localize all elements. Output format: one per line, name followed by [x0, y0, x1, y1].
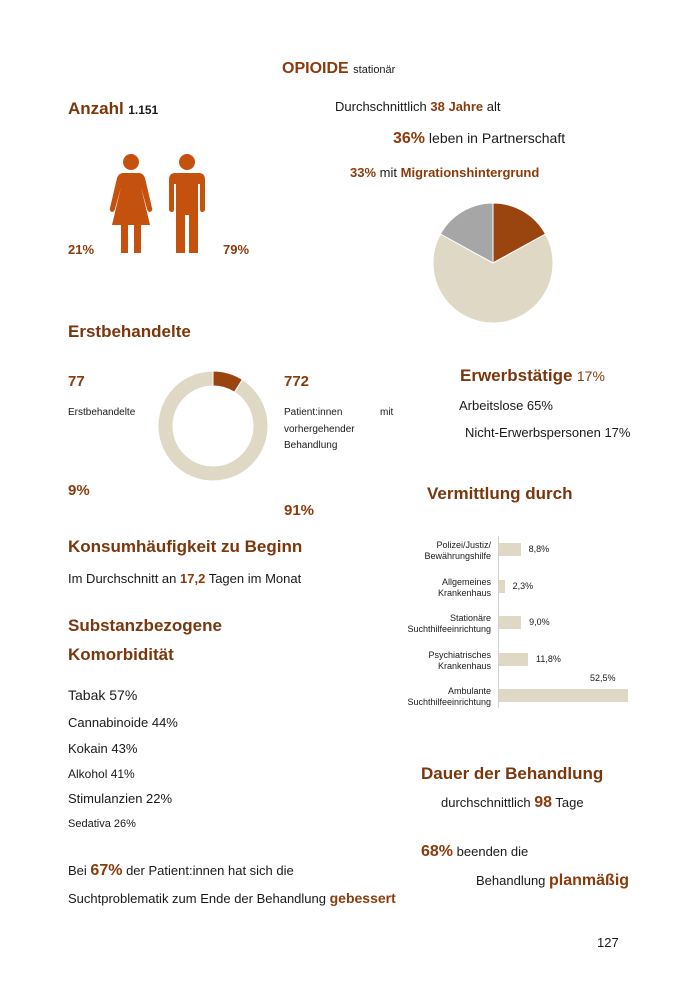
komorbiditaet-item: Stimulanzien 22%: [68, 791, 173, 806]
employment-heading: [460, 366, 605, 386]
employment-label: Erwerbstätige: [460, 366, 573, 385]
anzahl-value: 1.151: [128, 103, 159, 117]
planmaessig-line-2: [476, 872, 629, 890]
bar: [499, 653, 528, 666]
besserung-prefix: Bei: [68, 863, 87, 878]
komorbiditaet-heading-1: Substanzbezogene: [68, 616, 222, 635]
prior-count: 772: [284, 373, 310, 390]
bar-category-line: Krankenhaus: [437, 660, 491, 671]
komorbiditaet-item: Alkohol 41%: [68, 767, 135, 781]
male-figure-icon: [167, 153, 207, 255]
bar: [499, 580, 505, 593]
prior-label-2: vorhergehender: [284, 424, 355, 435]
bar-value-label: 8,8%: [528, 544, 550, 554]
partner-value: 36%: [393, 130, 426, 147]
prior-percent: 91%: [284, 502, 315, 519]
bar-value-label: 9,0%: [529, 617, 550, 627]
female-percent: 21%: [68, 242, 95, 257]
age-line: [335, 99, 501, 114]
migration-mid: mit: [379, 165, 397, 180]
partner-text: leben in Partnerschaft: [428, 130, 566, 146]
erstbehandelte-heading: Erstbehandelte: [68, 322, 191, 341]
prior-label-mit: mit: [380, 407, 394, 418]
bar: [499, 689, 628, 702]
bar-category-line: Krankenhaus: [437, 587, 491, 598]
prior-label-3: Behandlung: [284, 440, 338, 451]
bar-category-label: [371, 650, 491, 672]
vermittlung-heading: Vermittlung durch: [427, 484, 573, 503]
bar-category-line: Psychiatrisches: [428, 649, 491, 660]
non-employed-line: Nicht-Erwerbspersonen 17%: [465, 425, 631, 440]
male-percent: 79%: [223, 242, 250, 257]
bar: [499, 616, 521, 629]
konsum-value: 17,2: [180, 571, 206, 586]
age-prefix: Durchschnittlich: [335, 99, 427, 114]
migration-line: [350, 165, 539, 180]
bar-category-label: [371, 540, 491, 562]
female-figure-icon: [108, 153, 154, 255]
planmaessig-text-1: beenden die: [456, 844, 529, 859]
bar-category-line: Suchthilfeeinrichtung: [407, 624, 491, 634]
unemployed-line: Arbeitslose 65%: [459, 398, 553, 413]
komorbiditaet-heading-2: Komorbidität: [68, 645, 174, 664]
first-label: Erstbehandelte: [68, 407, 136, 418]
besserung-line-2: [68, 890, 396, 906]
besserung-text-2: Suchtproblematik zum Ende der Behandlung: [68, 891, 326, 906]
besserung-text-1: der Patient:innen hat sich die: [126, 863, 294, 878]
konsum-line: [68, 571, 301, 586]
bar-category-line: Bewährungshilfe: [424, 551, 491, 561]
planmaessig-line-1: [421, 843, 528, 861]
bar-category-line: Allgemeines: [441, 576, 491, 587]
donut-slice-1: [158, 371, 268, 481]
dauer-value: 98: [534, 794, 553, 811]
planmaessig-text-2: Behandlung: [476, 873, 546, 888]
age-value: 38 Jahre: [430, 99, 484, 114]
bar-category-line: Stationäre: [449, 613, 491, 623]
first-count: 77: [68, 373, 85, 390]
bar-category-line: Suchthilfeeinrichtung: [407, 697, 491, 707]
page-number: 127: [597, 935, 619, 950]
bar-value-label: 2,3%: [512, 580, 534, 591]
donut-chart: [156, 369, 270, 483]
komorbiditaet-item: Tabak 57%: [68, 687, 138, 703]
konsum-suffix: Tagen im Monat: [208, 571, 302, 586]
page-title: [282, 60, 395, 78]
bar: [499, 543, 521, 556]
konsum-heading: Konsumhäufigkeit zu Beginn: [68, 537, 303, 556]
bar-category-line: Ambulante: [447, 686, 491, 696]
employment-value: 17%: [576, 368, 605, 384]
bar-category-label: [371, 613, 491, 635]
konsum-prefix: Im Durchschnitt an: [68, 571, 177, 586]
dauer-prefix: durchschnittlich: [441, 795, 531, 810]
dauer-line: [441, 794, 584, 812]
anzahl-label: Anzahl: [68, 99, 124, 118]
title-sub: stationär: [353, 64, 396, 76]
planmaessig-highlight: planmäßig: [549, 872, 630, 889]
komorbiditaet-item: Cannabinoide 44%: [68, 715, 178, 730]
vermittlung-bar-chart: [380, 530, 640, 710]
besserung-line-1: [68, 862, 294, 880]
besserung-highlight: gebessert: [329, 890, 396, 906]
title-main: OPIOIDE: [282, 60, 349, 77]
bar-category-line: Polizei/Justiz/: [436, 540, 491, 550]
first-percent: 9%: [68, 482, 90, 499]
komorbiditaet-item: Kokain 43%: [68, 741, 138, 756]
partner-line: [393, 130, 565, 148]
migration-text: Migrationshintergrund: [400, 165, 540, 180]
pie-chart: [431, 201, 555, 325]
migration-value: 33%: [350, 165, 377, 180]
prior-label-1: Patient:innen: [284, 407, 343, 418]
bar-value-label: 52,5%: [590, 673, 616, 683]
dauer-heading: Dauer der Behandlung: [421, 764, 604, 783]
age-suffix: alt: [486, 99, 501, 114]
dauer-suffix: Tage: [555, 795, 584, 810]
besserung-value: 67%: [90, 862, 123, 879]
bar-category-label: [371, 686, 491, 708]
bar-value-label: 11,8%: [535, 653, 561, 664]
bar-category-label: [371, 577, 491, 599]
komorbiditaet-item: Sedativa 26%: [68, 818, 136, 830]
planmaessig-value: 68%: [421, 843, 454, 860]
anzahl-block: [68, 99, 158, 119]
